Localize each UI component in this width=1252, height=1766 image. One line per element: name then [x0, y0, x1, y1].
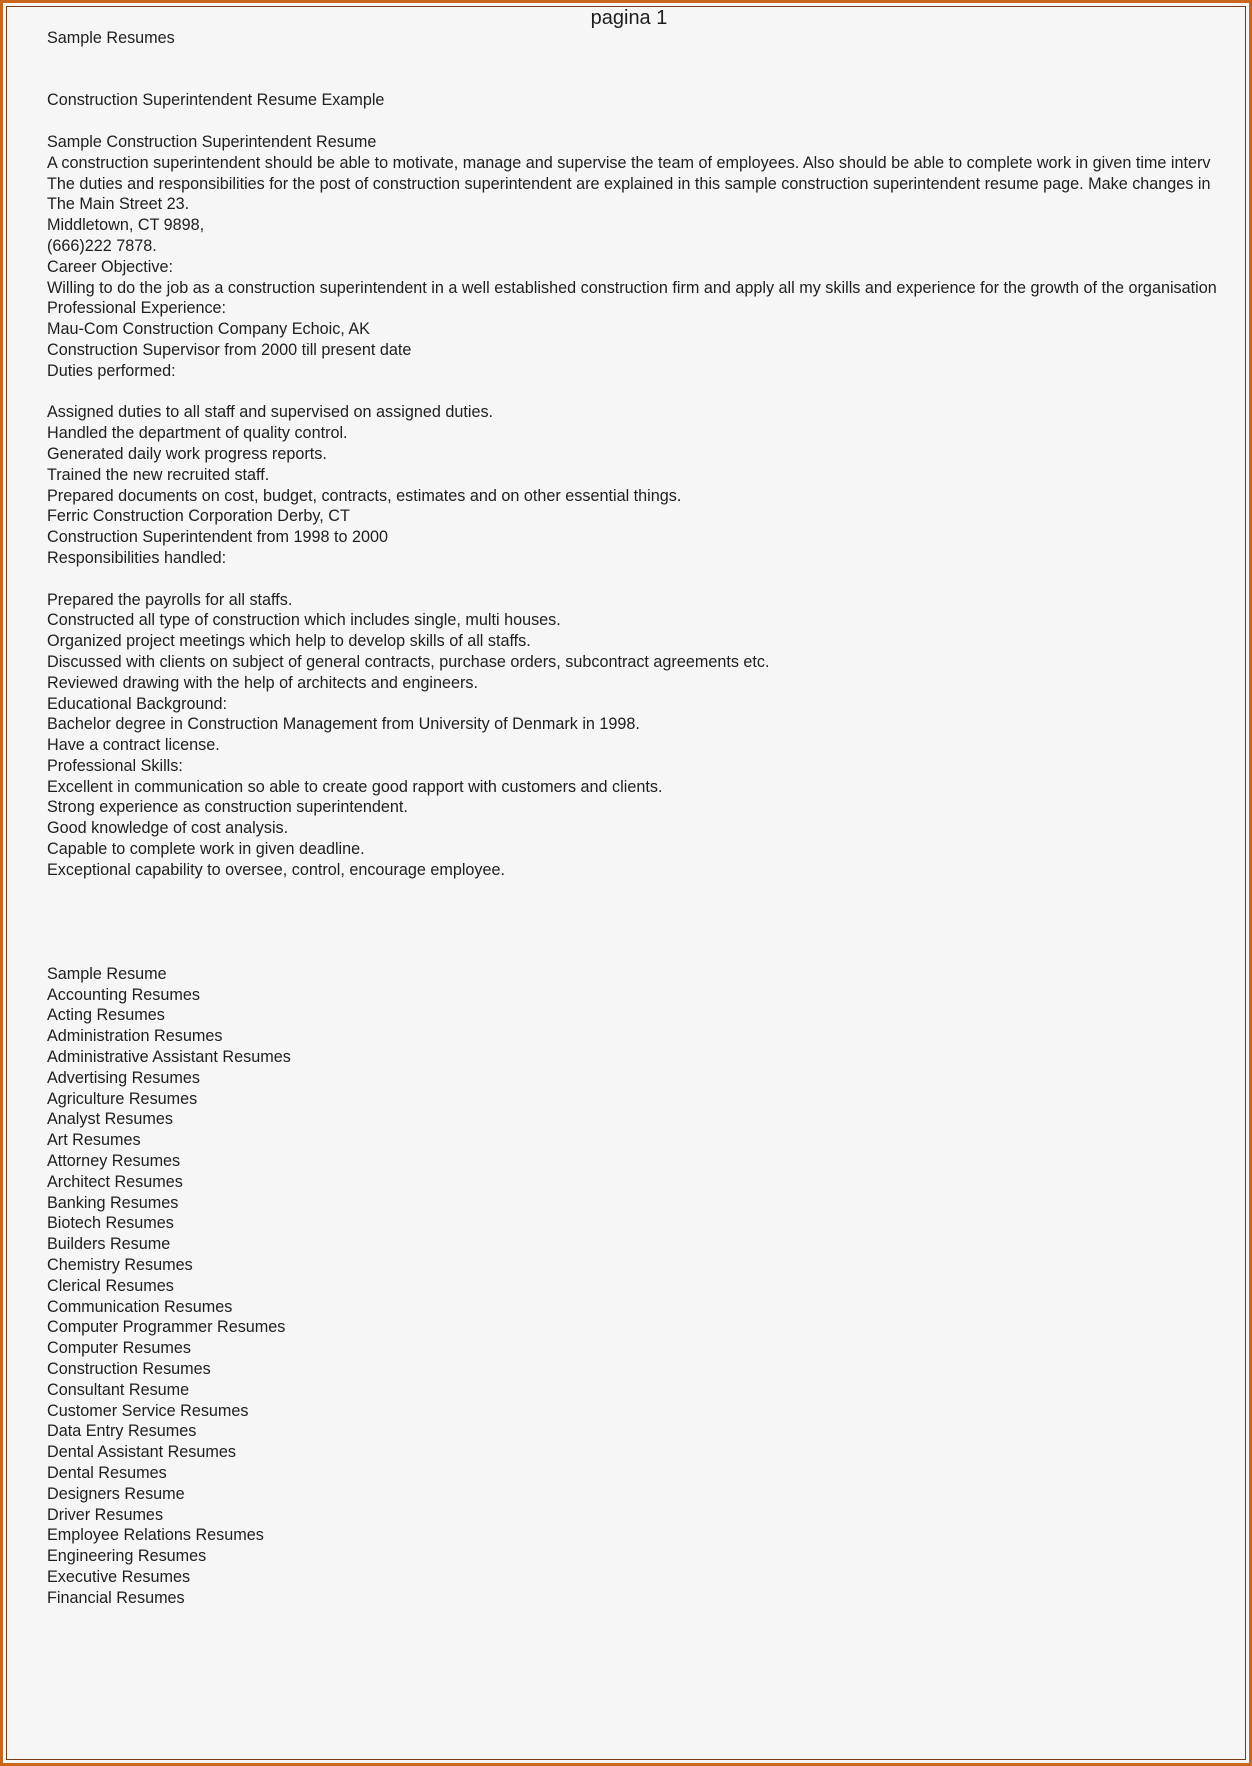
- category-link[interactable]: Biotech Resumes: [47, 1214, 174, 1233]
- intro-paragraph-2: The duties and responsibilities for the post of construction superintendent are explained in this sample construction superintendent resume page. Make changes in: [47, 174, 1211, 193]
- category-link[interactable]: Builders Resume: [47, 1235, 171, 1254]
- career-objective-text: Willing to do the job as a construction superintendent in a well established construction firm and apply all my skills and experience for the growth of the organisation: [47, 278, 1217, 297]
- category-link[interactable]: Dental Assistant Resumes: [47, 1443, 236, 1462]
- list-item: Assigned duties to all staff and supervised on assigned duties.: [47, 403, 494, 422]
- skills-heading: Professional Skills:: [47, 756, 183, 775]
- category-link[interactable]: Engineering Resumes: [47, 1547, 207, 1566]
- intro-paragraph-1: A construction superintendent should be able to motivate, manage and supervise the team of employees. Also should be able to complete work in given time interv: [47, 153, 1211, 172]
- list-item: Trained the new recruited staff.: [47, 465, 270, 484]
- job2-responsibilities-heading: Responsibilities handled:: [47, 548, 227, 567]
- category-link[interactable]: Administrative Assistant Resumes: [47, 1048, 291, 1067]
- list-item: Strong experience as construction superintendent.: [47, 798, 408, 817]
- job2-responsibilities-list: [47, 590, 1252, 694]
- category-link[interactable]: Accounting Resumes: [47, 985, 200, 1004]
- address-city: Middletown, CT 9898,: [47, 216, 205, 235]
- category-link[interactable]: Advertising Resumes: [47, 1068, 200, 1087]
- list-item: Prepared the payrolls for all staffs.: [47, 590, 293, 609]
- education-heading: Educational Background:: [47, 694, 227, 713]
- category-link[interactable]: Consultant Resume: [47, 1380, 190, 1399]
- category-link[interactable]: Chemistry Resumes: [47, 1256, 193, 1275]
- job1-duties-list: [47, 402, 1252, 506]
- category-link[interactable]: Financial Resumes: [47, 1588, 185, 1607]
- category-link[interactable]: Executive Resumes: [47, 1567, 191, 1586]
- list-item: Reviewed drawing with the help of architects and engineers.: [47, 673, 479, 692]
- career-objective-heading: Career Objective:: [47, 257, 173, 276]
- page-number-label: pagina 1: [590, 7, 668, 29]
- list-item: Bachelor degree in Construction Management from University of Denmark in 1998.: [47, 715, 640, 734]
- category-link[interactable]: Construction Resumes: [47, 1360, 211, 1378]
- category-link[interactable]: Computer Programmer Resumes: [47, 1318, 286, 1337]
- category-link[interactable]: Clerical Resumes: [47, 1276, 174, 1295]
- category-link[interactable]: Attorney Resumes: [47, 1152, 181, 1171]
- list-item: Constructed all type of construction which includes single, multi houses.: [47, 611, 561, 630]
- category-link[interactable]: Art Resumes: [47, 1131, 141, 1150]
- category-link[interactable]: Analyst Resumes: [47, 1110, 173, 1129]
- job1-company: Mau-Com Construction Company Echoic, AK: [47, 320, 370, 339]
- category-link[interactable]: Communication Resumes: [47, 1297, 233, 1316]
- category-link[interactable]: Agriculture Resumes: [47, 1089, 198, 1108]
- list-item: Excellent in communication so able to create good rapport with customers and clients.: [47, 777, 663, 796]
- list-item: Prepared documents on cost, budget, contracts, estimates and on other essential things.: [47, 486, 682, 505]
- job2-company: Ferric Construction Corporation Derby, CT: [47, 507, 350, 526]
- category-link[interactable]: Driver Resumes: [47, 1505, 164, 1524]
- education-list: [47, 714, 1252, 756]
- category-link[interactable]: Employee Relations Resumes: [47, 1526, 264, 1545]
- list-item: Capable to complete work in given deadline.: [47, 840, 365, 859]
- resume-categories-list: [47, 985, 1252, 1609]
- category-link[interactable]: Customer Service Resumes: [47, 1401, 249, 1420]
- job1-duties-heading: Duties performed:: [47, 361, 176, 380]
- category-link[interactable]: Banking Resumes: [47, 1193, 179, 1212]
- article-title: Construction Superintendent Resume Example: [47, 91, 385, 110]
- category-link[interactable]: Acting Resumes: [47, 1006, 165, 1025]
- list-item: Generated daily work progress reports.: [47, 444, 327, 463]
- address-street: The Main Street 23.: [47, 195, 190, 214]
- skills-list: [47, 777, 1252, 881]
- list-item: Exceptional capability to oversee, control, encourage employee.: [47, 860, 506, 879]
- category-link[interactable]: Administration Resumes: [47, 1027, 223, 1046]
- category-link[interactable]: Computer Resumes: [47, 1339, 191, 1358]
- list-item: Have a contract license.: [47, 736, 220, 755]
- experience-heading: Professional Experience:: [47, 299, 227, 318]
- category-link[interactable]: Dental Resumes: [47, 1463, 167, 1482]
- job2-title: Construction Superintendent from 1998 to 2000: [47, 528, 389, 547]
- list-item: Handled the department of quality control.: [47, 424, 348, 443]
- section-title: Sample Construction Superintendent Resume: [47, 132, 377, 151]
- list-item: Discussed with clients on subject of general contracts, purchase orders, subcontract agreements etc.: [47, 652, 770, 671]
- category-link[interactable]: Designers Resume: [47, 1484, 185, 1503]
- resume-document: [47, 28, 1252, 1609]
- list-item: Good knowledge of cost analysis.: [47, 819, 289, 838]
- category-link[interactable]: Architect Resumes: [47, 1172, 183, 1191]
- job1-title: Construction Supervisor from 2000 till present date: [47, 340, 412, 359]
- site-title: Sample Resumes: [47, 29, 175, 47]
- category-link[interactable]: Data Entry Resumes: [47, 1422, 197, 1441]
- address-phone: (666)222 7878.: [47, 236, 157, 255]
- list-item: Organized project meetings which help to develop skills of all staffs.: [47, 632, 531, 651]
- sample-resume-heading: Sample Resume: [47, 964, 167, 983]
